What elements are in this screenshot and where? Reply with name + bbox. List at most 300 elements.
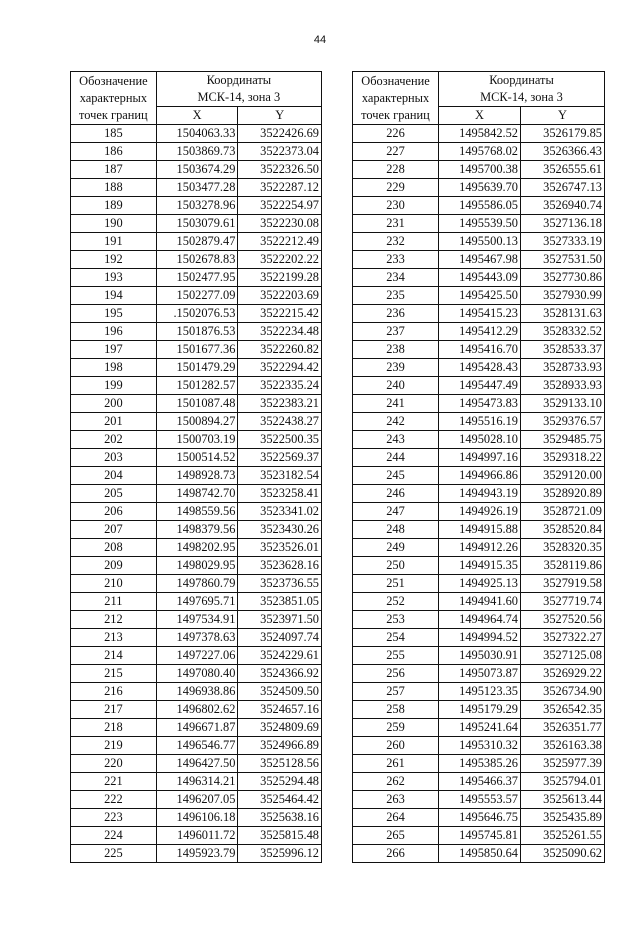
y-coordinate-cell: 3523526.01 <box>238 539 322 557</box>
table-row <box>71 557 322 575</box>
table-row <box>353 215 605 233</box>
x-coordinate-cell: 1496671.87 <box>156 719 238 737</box>
designation-header-line: характерных <box>361 90 430 105</box>
point-number-cell: 247 <box>353 503 439 521</box>
table-row <box>353 683 605 701</box>
point-number-cell: 237 <box>353 323 439 341</box>
x-coordinate-cell: 1502879.47 <box>156 233 238 251</box>
y-coordinate-cell: 3522203.69 <box>238 287 322 305</box>
y-coordinate-cell: 3525613.44 <box>521 791 605 809</box>
point-number-cell: 222 <box>71 791 157 809</box>
table-row <box>353 701 605 719</box>
y-coordinate-cell: 3527930.99 <box>521 287 605 305</box>
table-row <box>71 701 322 719</box>
point-number-cell: 258 <box>353 701 439 719</box>
table-row <box>71 305 322 323</box>
table-row <box>71 287 322 305</box>
point-number-cell: 187 <box>71 161 157 179</box>
y-coordinate-cell: 3523736.55 <box>238 575 322 593</box>
table-row <box>353 791 605 809</box>
table-row <box>71 593 322 611</box>
y-coordinate-cell: 3528721.09 <box>521 503 605 521</box>
table-row <box>353 359 605 377</box>
y-coordinate-cell: 3525815.48 <box>238 827 322 845</box>
y-coordinate-cell: 3524509.50 <box>238 683 322 701</box>
table-row <box>71 827 322 845</box>
x-coordinate-cell: 1497378.63 <box>156 629 238 647</box>
coordinates-table-right <box>352 71 605 863</box>
x-coordinate-cell: 1502678.83 <box>156 251 238 269</box>
table-row <box>353 377 605 395</box>
table-row <box>353 719 605 737</box>
x-coordinate-cell: 1495850.64 <box>439 845 521 863</box>
y-coordinate-cell: 3522202.22 <box>238 251 322 269</box>
y-coordinate-cell: 3527520.56 <box>521 611 605 629</box>
x-coordinate-cell: 1498379.56 <box>156 521 238 539</box>
y-coordinate-cell: 3526747.13 <box>521 179 605 197</box>
y-coordinate-cell: 3527730.86 <box>521 269 605 287</box>
x-coordinate-cell: 1495385.26 <box>439 755 521 773</box>
table-row <box>71 395 322 413</box>
x-coordinate-cell: 1497534.91 <box>156 611 238 629</box>
table-row <box>71 539 322 557</box>
y-coordinate-cell: 3523341.02 <box>238 503 322 521</box>
table-row <box>71 197 322 215</box>
point-number-cell: 229 <box>353 179 439 197</box>
x-coordinate-cell: 1502277.09 <box>156 287 238 305</box>
x-coordinate-cell: 1494912.26 <box>439 539 521 557</box>
table-row <box>71 467 322 485</box>
designation-header-line: Обозначение <box>79 73 148 88</box>
point-number-cell: 230 <box>353 197 439 215</box>
table-row <box>353 827 605 845</box>
x-coordinate-cell: 1494926.19 <box>439 503 521 521</box>
y-coordinate-cell: 3522294.42 <box>238 359 322 377</box>
point-number-cell: 202 <box>71 431 157 449</box>
table-row <box>353 197 605 215</box>
table-row <box>353 539 605 557</box>
y-coordinate-cell: 3527136.18 <box>521 215 605 233</box>
point-number-cell: 252 <box>353 593 439 611</box>
x-coordinate-cell: 1498928.73 <box>156 467 238 485</box>
table-body-right <box>353 125 605 863</box>
x-coordinate-cell: 1498742.70 <box>156 485 238 503</box>
table-row <box>71 485 322 503</box>
y-coordinate-cell: 3527719.74 <box>521 593 605 611</box>
table-row <box>353 449 605 467</box>
table-row <box>71 773 322 791</box>
table-row <box>71 791 322 809</box>
point-number-cell: 218 <box>71 719 157 737</box>
y-coordinate-cell: 3522426.69 <box>238 125 322 143</box>
point-number-cell: 215 <box>71 665 157 683</box>
point-number-cell: 243 <box>353 431 439 449</box>
x-coordinate-cell: 1495923.79 <box>156 845 238 863</box>
table-row <box>353 179 605 197</box>
table-row <box>353 431 605 449</box>
table-row <box>71 845 322 863</box>
x-coordinate-cell: 1495241.64 <box>439 719 521 737</box>
table-row <box>71 647 322 665</box>
y-coordinate-cell: 3527333.19 <box>521 233 605 251</box>
point-number-cell: 249 <box>353 539 439 557</box>
coordinates-table-left <box>70 71 322 863</box>
point-number-cell: 210 <box>71 575 157 593</box>
designation-header <box>353 72 439 125</box>
x-coordinate-cell: 1495310.32 <box>439 737 521 755</box>
x-coordinate-cell: 1495586.05 <box>439 197 521 215</box>
y-coordinate-cell: 3528733.93 <box>521 359 605 377</box>
x-coordinate-cell: 1495516.19 <box>439 413 521 431</box>
table-row <box>353 341 605 359</box>
x-coordinate-cell: 1494966.86 <box>439 467 521 485</box>
point-number-cell: 234 <box>353 269 439 287</box>
table-row <box>353 521 605 539</box>
x-coordinate-cell: 1495639.70 <box>439 179 521 197</box>
table-row <box>71 359 322 377</box>
x-coordinate-cell: 1495425.50 <box>439 287 521 305</box>
point-number-cell: 264 <box>353 809 439 827</box>
x-coordinate-cell: 1496207.05 <box>156 791 238 809</box>
table-row <box>71 719 322 737</box>
table-body-left <box>71 125 322 863</box>
designation-header-line: точек границ <box>79 107 148 122</box>
point-number-cell: 220 <box>71 755 157 773</box>
table-row <box>71 143 322 161</box>
x-column-header: X <box>156 107 238 125</box>
x-coordinate-cell: 1498559.56 <box>156 503 238 521</box>
point-number-cell: 199 <box>71 377 157 395</box>
y-coordinate-cell: 3528131.63 <box>521 305 605 323</box>
x-coordinate-cell: 1495745.81 <box>439 827 521 845</box>
y-coordinate-cell: 3525435.89 <box>521 809 605 827</box>
x-coordinate-cell: 1500514.52 <box>156 449 238 467</box>
table-row <box>71 449 322 467</box>
y-coordinate-cell: 3529120.00 <box>521 467 605 485</box>
y-coordinate-cell: 3524657.16 <box>238 701 322 719</box>
y-coordinate-cell: 3526179.85 <box>521 125 605 143</box>
page-number: 44 <box>313 34 327 46</box>
x-coordinate-cell: 1495412.29 <box>439 323 521 341</box>
table-row <box>353 773 605 791</box>
y-coordinate-cell: 3525090.62 <box>521 845 605 863</box>
x-coordinate-cell: 1494964.74 <box>439 611 521 629</box>
x-coordinate-cell: 1495030.91 <box>439 647 521 665</box>
point-number-cell: 257 <box>353 683 439 701</box>
x-coordinate-cell: 1496011.72 <box>156 827 238 845</box>
y-coordinate-cell: 3526929.22 <box>521 665 605 683</box>
table-row <box>71 755 322 773</box>
point-number-cell: 226 <box>353 125 439 143</box>
table-row <box>71 341 322 359</box>
table-row <box>353 395 605 413</box>
y-coordinate-cell: 3522254.97 <box>238 197 322 215</box>
y-coordinate-cell: 3525261.55 <box>521 827 605 845</box>
point-number-cell: 254 <box>353 629 439 647</box>
table-row <box>71 125 322 143</box>
point-number-cell: 201 <box>71 413 157 431</box>
x-coordinate-cell: 1500703.19 <box>156 431 238 449</box>
table-row <box>353 251 605 269</box>
point-number-cell: 260 <box>353 737 439 755</box>
point-number-cell: 186 <box>71 143 157 161</box>
y-coordinate-cell: 3528533.37 <box>521 341 605 359</box>
table-row <box>71 575 322 593</box>
table-row <box>71 737 322 755</box>
x-coordinate-cell: 1495179.29 <box>439 701 521 719</box>
y-coordinate-cell: 3524809.69 <box>238 719 322 737</box>
x-coordinate-cell: 1495073.87 <box>439 665 521 683</box>
table-row <box>353 413 605 431</box>
point-number-cell: 233 <box>353 251 439 269</box>
x-coordinate-cell: 1503869.73 <box>156 143 238 161</box>
table-row <box>353 161 605 179</box>
x-coordinate-cell: 1501087.48 <box>156 395 238 413</box>
x-coordinate-cell: 1494925.13 <box>439 575 521 593</box>
point-number-cell: 246 <box>353 485 439 503</box>
table-row <box>71 413 322 431</box>
point-number-cell: 227 <box>353 143 439 161</box>
x-coordinate-cell: 1496427.50 <box>156 755 238 773</box>
y-coordinate-cell: 3523182.54 <box>238 467 322 485</box>
table-row <box>71 215 322 233</box>
x-coordinate-cell: 1503674.29 <box>156 161 238 179</box>
y-coordinate-cell: 3528520.84 <box>521 521 605 539</box>
point-number-cell: 208 <box>71 539 157 557</box>
y-coordinate-cell: 3528933.93 <box>521 377 605 395</box>
point-number-cell: 231 <box>353 215 439 233</box>
table-row <box>71 233 322 251</box>
point-number-cell: 261 <box>353 755 439 773</box>
point-number-cell: 212 <box>71 611 157 629</box>
x-column-header: X <box>439 107 521 125</box>
table-row <box>353 755 605 773</box>
point-number-cell: 205 <box>71 485 157 503</box>
x-coordinate-cell: 1495646.75 <box>439 809 521 827</box>
y-coordinate-cell: 3525794.01 <box>521 773 605 791</box>
y-coordinate-cell: 3523628.16 <box>238 557 322 575</box>
y-coordinate-cell: 3527531.50 <box>521 251 605 269</box>
y-coordinate-cell: 3523851.05 <box>238 593 322 611</box>
x-coordinate-cell: 1495467.98 <box>439 251 521 269</box>
table-row <box>71 431 322 449</box>
x-coordinate-cell: 1495539.50 <box>439 215 521 233</box>
table-row <box>353 809 605 827</box>
y-coordinate-cell: 3529376.57 <box>521 413 605 431</box>
x-coordinate-cell: 1495028.10 <box>439 431 521 449</box>
table-row <box>71 503 322 521</box>
x-coordinate-cell: 1494994.52 <box>439 629 521 647</box>
y-coordinate-cell: 3528920.89 <box>521 485 605 503</box>
y-coordinate-cell: 3524097.74 <box>238 629 322 647</box>
x-coordinate-cell: 1497695.71 <box>156 593 238 611</box>
point-number-cell: 209 <box>71 557 157 575</box>
x-coordinate-cell: 1495415.23 <box>439 305 521 323</box>
table-row <box>353 233 605 251</box>
x-coordinate-cell: 1495500.13 <box>439 233 521 251</box>
point-number-cell: 255 <box>353 647 439 665</box>
y-column-header: Y <box>521 107 605 125</box>
x-coordinate-cell: 1495447.49 <box>439 377 521 395</box>
point-number-cell: 188 <box>71 179 157 197</box>
point-number-cell: 216 <box>71 683 157 701</box>
coordinate-system: МСК-14, зона 3 <box>197 90 281 104</box>
point-number-cell: 244 <box>353 449 439 467</box>
table-row <box>353 593 605 611</box>
point-number-cell: 198 <box>71 359 157 377</box>
x-coordinate-cell: 1501479.29 <box>156 359 238 377</box>
point-number-cell: 241 <box>353 395 439 413</box>
x-coordinate-cell: 1495123.35 <box>439 683 521 701</box>
y-coordinate-cell: 3525977.39 <box>521 755 605 773</box>
y-coordinate-cell: 3527125.08 <box>521 647 605 665</box>
point-number-cell: 195 <box>71 305 157 323</box>
x-coordinate-cell: 1497080.40 <box>156 665 238 683</box>
coordinates-header <box>156 72 321 107</box>
table-row <box>353 737 605 755</box>
point-number-cell: 203 <box>71 449 157 467</box>
y-coordinate-cell: 3526555.61 <box>521 161 605 179</box>
y-coordinate-cell: 3522199.28 <box>238 269 322 287</box>
x-coordinate-cell: 1495768.02 <box>439 143 521 161</box>
table-row <box>71 377 322 395</box>
y-coordinate-cell: 3527322.27 <box>521 629 605 647</box>
y-coordinate-cell: 3525638.16 <box>238 809 322 827</box>
y-coordinate-cell: 3524366.92 <box>238 665 322 683</box>
coordinates-header <box>439 72 605 107</box>
point-number-cell: 228 <box>353 161 439 179</box>
x-coordinate-cell: 1503079.61 <box>156 215 238 233</box>
table-row <box>71 665 322 683</box>
y-coordinate-cell: 3525996.12 <box>238 845 322 863</box>
table-row <box>353 629 605 647</box>
point-number-cell: 191 <box>71 233 157 251</box>
y-coordinate-cell: 3523430.26 <box>238 521 322 539</box>
y-coordinate-cell: 3527919.58 <box>521 575 605 593</box>
point-number-cell: 206 <box>71 503 157 521</box>
y-coordinate-cell: 3525464.42 <box>238 791 322 809</box>
y-coordinate-cell: 3524229.61 <box>238 647 322 665</box>
point-number-cell: 248 <box>353 521 439 539</box>
point-number-cell: 197 <box>71 341 157 359</box>
table-row <box>71 269 322 287</box>
x-coordinate-cell: 1495700.38 <box>439 161 521 179</box>
coordinates-title: Координаты <box>206 73 272 87</box>
point-number-cell: 238 <box>353 341 439 359</box>
y-coordinate-cell: 3526351.77 <box>521 719 605 737</box>
table-row <box>71 683 322 701</box>
x-coordinate-cell: 1497860.79 <box>156 575 238 593</box>
point-number-cell: 194 <box>71 287 157 305</box>
y-coordinate-cell: 3522212.49 <box>238 233 322 251</box>
point-number-cell: 223 <box>71 809 157 827</box>
y-coordinate-cell: 3528320.35 <box>521 539 605 557</box>
point-number-cell: 219 <box>71 737 157 755</box>
coordinate-system: МСК-14, зона 3 <box>480 90 563 104</box>
y-coordinate-cell: 3522260.82 <box>238 341 322 359</box>
point-number-cell: 245 <box>353 467 439 485</box>
y-coordinate-cell: 3524966.89 <box>238 737 322 755</box>
y-coordinate-cell: 3525294.48 <box>238 773 322 791</box>
point-number-cell: 266 <box>353 845 439 863</box>
y-column-header: Y <box>238 107 322 125</box>
point-number-cell: 189 <box>71 197 157 215</box>
x-coordinate-cell: 1496938.86 <box>156 683 238 701</box>
point-number-cell: 207 <box>71 521 157 539</box>
point-number-cell: 221 <box>71 773 157 791</box>
x-coordinate-cell: 1496314.21 <box>156 773 238 791</box>
y-coordinate-cell: 3523258.41 <box>238 485 322 503</box>
point-number-cell: 253 <box>353 611 439 629</box>
y-coordinate-cell: 3526163.38 <box>521 737 605 755</box>
point-number-cell: 262 <box>353 773 439 791</box>
table-row <box>353 845 605 863</box>
table-row <box>353 557 605 575</box>
x-coordinate-cell: 1495466.37 <box>439 773 521 791</box>
table-row <box>353 665 605 683</box>
y-coordinate-cell: 3528119.86 <box>521 557 605 575</box>
x-coordinate-cell: 1496106.18 <box>156 809 238 827</box>
table-row <box>71 611 322 629</box>
y-coordinate-cell: 3522230.08 <box>238 215 322 233</box>
y-coordinate-cell: 3522438.27 <box>238 413 322 431</box>
point-number-cell: 192 <box>71 251 157 269</box>
table-row <box>353 125 605 143</box>
y-coordinate-cell: 3522500.35 <box>238 431 322 449</box>
point-number-cell: 235 <box>353 287 439 305</box>
x-coordinate-cell: 1494915.35 <box>439 557 521 575</box>
table-row <box>71 161 322 179</box>
y-coordinate-cell: 3529485.75 <box>521 431 605 449</box>
table-row <box>71 179 322 197</box>
table-row <box>353 647 605 665</box>
x-coordinate-cell: 1497227.06 <box>156 647 238 665</box>
x-coordinate-cell: 1502477.95 <box>156 269 238 287</box>
y-coordinate-cell: 3529133.10 <box>521 395 605 413</box>
x-coordinate-cell: .1502076.53 <box>156 305 238 323</box>
x-coordinate-cell: 1495416.70 <box>439 341 521 359</box>
point-number-cell: 225 <box>71 845 157 863</box>
table-row <box>353 575 605 593</box>
point-number-cell: 236 <box>353 305 439 323</box>
point-number-cell: 232 <box>353 233 439 251</box>
table-row <box>353 305 605 323</box>
point-number-cell: 214 <box>71 647 157 665</box>
table-row <box>353 143 605 161</box>
x-coordinate-cell: 1496802.62 <box>156 701 238 719</box>
point-number-cell: 196 <box>71 323 157 341</box>
designation-header-line: Обозначение <box>361 73 430 88</box>
designation-header-line: точек границ <box>361 107 430 122</box>
y-coordinate-cell: 3529318.22 <box>521 449 605 467</box>
x-coordinate-cell: 1501677.36 <box>156 341 238 359</box>
y-coordinate-cell: 3525128.56 <box>238 755 322 773</box>
y-coordinate-cell: 3522326.50 <box>238 161 322 179</box>
coordinates-title: Координаты <box>489 73 554 87</box>
x-coordinate-cell: 1503477.28 <box>156 179 238 197</box>
y-coordinate-cell: 3522234.48 <box>238 323 322 341</box>
point-number-cell: 213 <box>71 629 157 647</box>
point-number-cell: 217 <box>71 701 157 719</box>
y-coordinate-cell: 3526940.74 <box>521 197 605 215</box>
x-coordinate-cell: 1495553.57 <box>439 791 521 809</box>
x-coordinate-cell: 1494997.16 <box>439 449 521 467</box>
y-coordinate-cell: 3526542.35 <box>521 701 605 719</box>
point-number-cell: 259 <box>353 719 439 737</box>
point-number-cell: 204 <box>71 467 157 485</box>
y-coordinate-cell: 3522215.42 <box>238 305 322 323</box>
x-coordinate-cell: 1495428.43 <box>439 359 521 377</box>
